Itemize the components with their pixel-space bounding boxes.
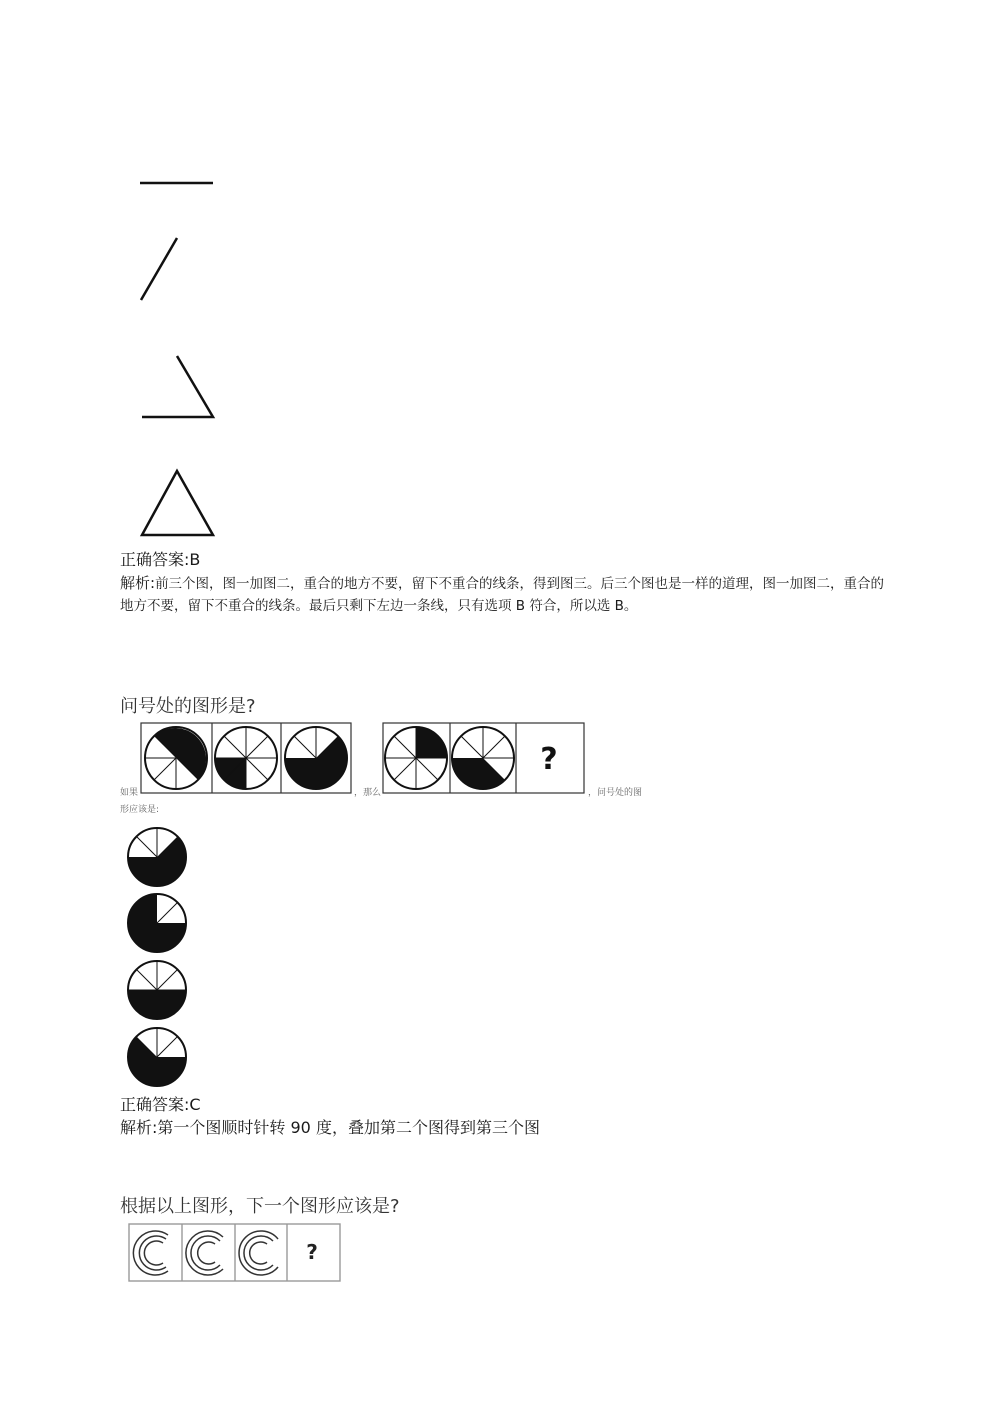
q1-answer [120,550,200,570]
q2-question-mark: ? [540,742,558,777]
q3-sequence [128,1223,342,1283]
q2-explanation-label: 解析: [120,1118,158,1137]
q2-explanation [120,1118,540,1138]
q2-middle-text: ，那么 [354,788,382,798]
q1-explanation-label: 解析: [120,574,156,592]
q1-answer-value: B [189,550,201,569]
q2-option-d-figure [125,1025,189,1089]
q3-figure-1 [133,1231,168,1275]
q3-title: 根据以上图形，下一个图形应该是? [120,1196,400,1217]
q2-seq-circle-2 [215,727,277,789]
q1-explanation [120,572,890,617]
q2-title: 问号处的图形是? [120,696,256,717]
q2-suffix-text: ，问号处的图 [588,788,643,798]
q2-answer-label: 正确答案: [120,1095,190,1114]
q2-answer [120,1095,201,1115]
q2-suffix-text-2: 形应该是: [120,805,160,815]
q2-sequence-left [140,722,352,794]
q2-sequence-right [382,722,585,794]
q2-option-b-figure [125,891,189,955]
q1-explanation-text: 前三个图，图一加图二，重合的地方不要，留下不重合的线条，得到图三。后三个图也是一样的道理，图一加图二，重合的地方不要，留下不重合的线条。最后只剩下左边一条线，只有选项 B 符合，所以选 B。 [120,576,885,614]
q3-figure-3 [239,1231,278,1275]
q1-option-a-figure [130,170,230,210]
q2-seq-circle-4 [385,727,447,789]
q1-option-c-figure [130,350,230,430]
q2-option-a-figure [125,825,189,889]
q2-answer-value: C [189,1095,201,1114]
q2-explanation-text: 第一个图顺时针转 90 度，叠加第二个图得到第三个图 [157,1118,540,1137]
q2-seq-circle-1 [145,727,207,789]
q2-seq-circle-5 [452,727,514,789]
q3-figure-2 [186,1231,223,1275]
q2-option-c-figure [125,958,189,1022]
q3-question-mark: ? [306,1240,318,1264]
q2-seq-circle-3 [285,727,347,789]
q1-option-d-figure [130,465,230,545]
q1-answer-label: 正确答案: [120,550,190,569]
q1-option-b-figure [130,230,230,310]
q2-prefix-text: 如果 [120,788,139,798]
